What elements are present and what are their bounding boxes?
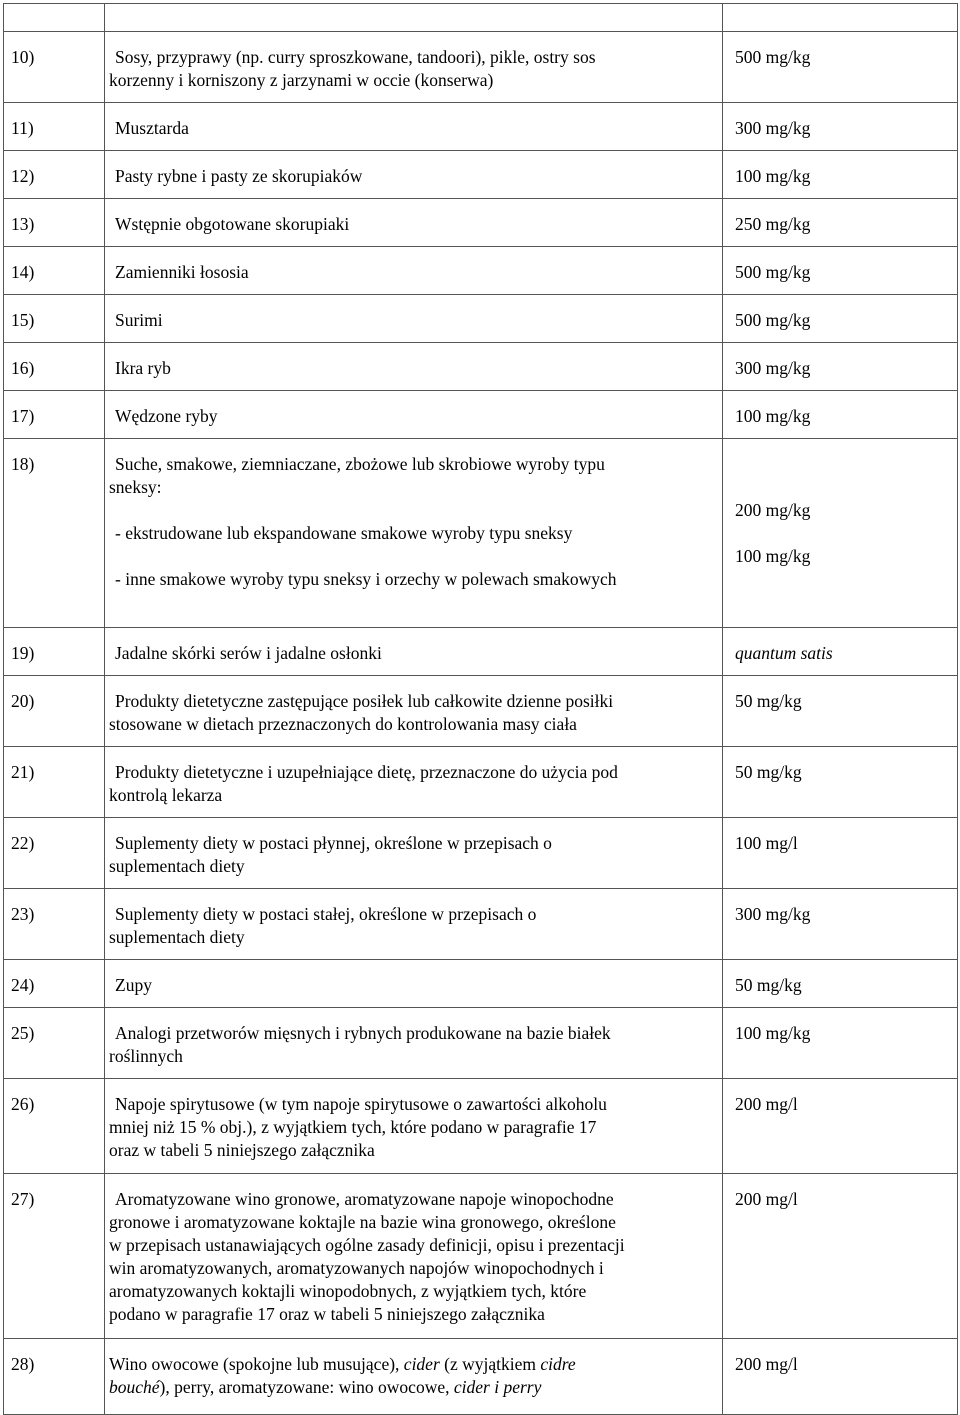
description-line: Zamienniki łososia [115, 262, 249, 282]
italic-term: cider [403, 1354, 440, 1374]
limit-value: 250 mg/kg [735, 214, 811, 234]
description-line: Ikra ryb [115, 358, 171, 378]
row-limit [723, 32, 958, 103]
description-line: stosowane w dietach przeznaczonych do kontrolowania masy ciała [109, 714, 577, 734]
limit-value: 100 mg/kg [735, 166, 811, 186]
row-description [105, 960, 723, 1008]
table-row [4, 1008, 958, 1079]
row-limit [723, 818, 958, 889]
table-row [4, 1339, 958, 1415]
row-number: 16) [4, 343, 105, 391]
row-number: 21) [4, 747, 105, 818]
spacer [115, 545, 714, 568]
row-number: 20) [4, 676, 105, 747]
italic-term: cidre [540, 1354, 576, 1374]
table-row [4, 295, 958, 343]
table-row [4, 628, 958, 676]
row-description [105, 439, 723, 628]
italic-term: cider i perry [453, 1377, 542, 1397]
description-line: korzenny i korniszony z jarzynami w occie (konserwa) [109, 70, 494, 90]
description-line: Surimi [115, 310, 163, 330]
description-line: Analogi przetworów mięsnych i rybnych produkowane na bazie białek [115, 1023, 611, 1043]
row-number: 22) [4, 818, 105, 889]
description-line: Napoje spirytusowe (w tym napoje spirytusowe o zawartości alkoholu [115, 1094, 607, 1114]
row-number: 27) [4, 1174, 105, 1339]
sub-item-text: - inne smakowe wyroby typu sneksy i orzechy w polewach smakowych [115, 569, 617, 589]
row-limit [723, 1339, 958, 1415]
spacer [735, 476, 953, 499]
limit-value: 500 mg/kg [735, 310, 811, 330]
limit-value: 300 mg/kg [735, 118, 811, 138]
limit-value: 500 mg/kg [735, 262, 811, 282]
description-line: Aromatyzowane wino gronowe, aromatyzowane napoje winopochodne [115, 1189, 614, 1209]
description-line: Wino owocowe (spokojne lub musujące), cider (z wyjątkiem cidre [109, 1354, 576, 1374]
description-line: Jadalne skórki serów i jadalne osłonki [115, 643, 382, 663]
description-line: Wstępnie obgotowane skorupiaki [115, 214, 350, 234]
description-line: Suplementy diety w postaci płynnej, określone w przepisach o [115, 833, 552, 853]
italic-term: bouché [109, 1377, 160, 1397]
table-row [4, 439, 958, 628]
row-limit [723, 676, 958, 747]
description-line: oraz w tabeli 5 niniejszego załącznika [109, 1140, 375, 1160]
row-number: 28) [4, 1339, 105, 1415]
description-line: Suplementy diety w postaci stałej, określone w przepisach o [115, 904, 537, 924]
description-line: aromatyzowanych koktajli winopodobnych, z wyjątkiem tych, które [109, 1281, 587, 1301]
description-line: sneksy: [109, 477, 162, 497]
row-limit [723, 103, 958, 151]
limit-value: 50 mg/kg [735, 762, 802, 782]
description-line: w przepisach ustanawiających ogólne zasady definicji, opisu i prezentacji [109, 1235, 625, 1255]
table-row [4, 343, 958, 391]
description-line: Pasty rybne i pasty ze skorupiaków [115, 166, 363, 186]
row-description [105, 628, 723, 676]
limit-value: 200 mg/l [735, 1354, 798, 1374]
limit-value: quantum satis [735, 643, 833, 663]
description-line: Zupy [115, 975, 152, 995]
description-line: Wędzone ryby [115, 406, 218, 426]
row-number: 24) [4, 960, 105, 1008]
row-description [105, 747, 723, 818]
description-line: bouché), perry, aromatyzowane: wino owocowe, cider i perry [109, 1377, 542, 1397]
spacer [735, 522, 953, 545]
row-description [105, 295, 723, 343]
row-description [105, 676, 723, 747]
limit-value: 50 mg/kg [735, 691, 802, 711]
row-description [105, 247, 723, 295]
limit-value: 200 mg/l [735, 1094, 798, 1114]
description-line: mniej niż 15 % obj.), z wyjątkiem tych, które podano w paragrafie 17 [109, 1117, 597, 1137]
row-number: 13) [4, 199, 105, 247]
sub-item-text: - ekstrudowane lub ekspandowane smakowe wyroby typu sneksy [115, 523, 573, 543]
row-number: 25) [4, 1008, 105, 1079]
limit-value: 50 mg/kg [735, 975, 802, 995]
limit-value: 500 mg/kg [735, 47, 811, 67]
row-limit [723, 391, 958, 439]
spacer [735, 453, 953, 476]
description-line: podano w paragrafie 17 oraz w tabeli 5 niniejszego załącznika [109, 1304, 545, 1324]
description-line: win aromatyzowanych, aromatyzowanych napojów winopochodnych i [109, 1258, 604, 1278]
description-line: roślinnych [109, 1046, 183, 1066]
table-row [4, 247, 958, 295]
row-limit [723, 295, 958, 343]
row-description [105, 103, 723, 151]
table-row [4, 676, 958, 747]
row-number: 19) [4, 628, 105, 676]
limit-value: 100 mg/kg [735, 1023, 811, 1043]
table-row [4, 151, 958, 199]
limit-value: 200 mg/l [735, 1189, 798, 1209]
table-header-row [4, 4, 958, 32]
row-description [105, 199, 723, 247]
limit-value: 100 mg/kg [735, 406, 811, 426]
row-description [105, 1079, 723, 1174]
row-limit [723, 199, 958, 247]
description-line: kontrolą lekarza [109, 785, 223, 805]
row-limit [723, 151, 958, 199]
row-limit [723, 960, 958, 1008]
row-number: 11) [4, 103, 105, 151]
limit-value: 100 mg/l [735, 833, 798, 853]
additives-table [3, 3, 958, 1415]
row-limit [723, 439, 958, 628]
row-limit [723, 628, 958, 676]
table-row [4, 1174, 958, 1339]
row-limit [723, 747, 958, 818]
description-line: Produkty dietetyczne i uzupełniające dietę, przeznaczone do użycia pod [115, 762, 618, 782]
limit-value: 300 mg/kg [735, 358, 811, 378]
row-number: 10) [4, 32, 105, 103]
row-description [105, 343, 723, 391]
row-number: 18) [4, 439, 105, 628]
sub-item-limit: 200 mg/kg [735, 500, 811, 520]
description-line: Musztarda [115, 118, 189, 138]
table-row [4, 391, 958, 439]
row-description [105, 32, 723, 103]
row-number: 12) [4, 151, 105, 199]
row-limit [723, 247, 958, 295]
description-line: gronowe i aromatyzowane koktajle na bazie wina gronowego, określone [109, 1212, 616, 1232]
row-limit [723, 343, 958, 391]
description-line: Sosy, przyprawy (np. curry sproszkowane, tandoori), pikle, ostry sos [115, 47, 596, 67]
description-line: Produkty dietetyczne zastępujące posiłek lub całkowite dzienne posiłki [115, 691, 614, 711]
row-number: 23) [4, 889, 105, 960]
description-line: Suche, smakowe, ziemniaczane, zbożowe lub skrobiowe wyroby typu [115, 454, 605, 474]
table-row [4, 747, 958, 818]
row-number: 14) [4, 247, 105, 295]
spacer [115, 499, 714, 522]
table-row [4, 818, 958, 889]
row-number: 15) [4, 295, 105, 343]
row-description [105, 1008, 723, 1079]
row-number: 17) [4, 391, 105, 439]
row-description [105, 151, 723, 199]
limit-value: 300 mg/kg [735, 904, 811, 924]
table-row [4, 32, 958, 103]
row-description [105, 1339, 723, 1415]
row-description [105, 818, 723, 889]
description-line: suplementach diety [109, 856, 245, 876]
row-number: 26) [4, 1079, 105, 1174]
row-limit [723, 1174, 958, 1339]
table-row [4, 889, 958, 960]
row-limit [723, 1008, 958, 1079]
row-limit [723, 889, 958, 960]
description-line: suplementach diety [109, 927, 245, 947]
table-row [4, 1079, 958, 1174]
table-row [4, 960, 958, 1008]
row-description [105, 889, 723, 960]
row-limit [723, 1079, 958, 1174]
row-description [105, 391, 723, 439]
sub-item-limit: 100 mg/kg [735, 546, 811, 566]
table-row [4, 103, 958, 151]
row-description [105, 1174, 723, 1339]
table-row [4, 199, 958, 247]
